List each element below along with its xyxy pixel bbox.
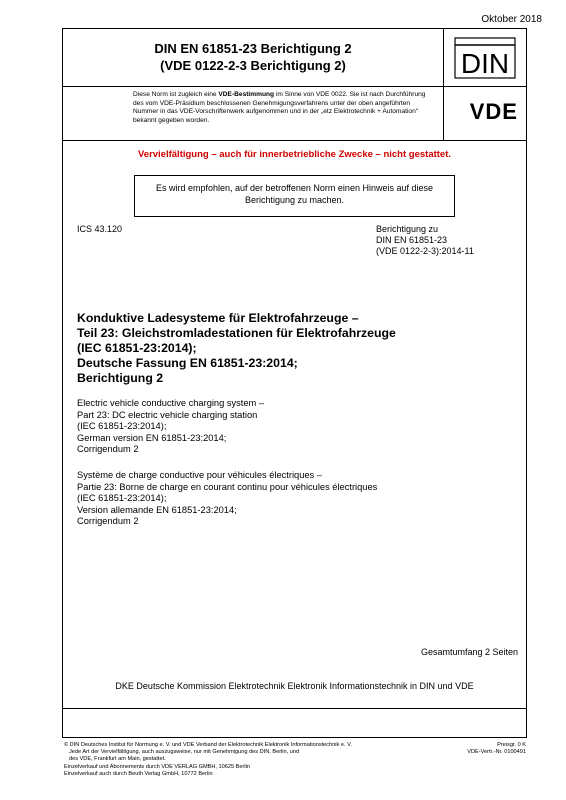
vde-number: (VDE 0122-2-3 Berichtigung 2) [160, 58, 346, 73]
vde-logo: VDE [469, 99, 518, 124]
copy-warning: Vervielfältigung – auch für innerbetriebliche Zwecke – nicht gestattet. [137, 149, 452, 160]
hint-box: Es wird empfohlen, auf der betroffenen Norm einen Hinweis auf diese Berichtigung zu machen. [134, 175, 455, 217]
ics-code: ICS 43.120 [77, 224, 123, 234]
standard-number: DIN EN 61851-23 Berichtigung 2 [154, 41, 352, 56]
bottom-divider [63, 708, 526, 709]
vde-note: Diese Norm ist zugleich eine VDE-Bestimmung im Sinne von VDE 0022. Sie ist nach Durchführung des vom VDE-Präsidium beschlossenen Genehmigungsverfahrens unter der oben angeführten Nummer in das VDE-Vorschriftenwerk aufgenommen und in der „etz Elektrotechnik + Automation“ bekannt gegeben worden. [63, 87, 444, 140]
title-french: Système de charge conductive pour véhicules électriques – Partie 23: Borne de charge en courant continu pour véhicules électriques (IEC 61851-23:2014); Version allemande EN 61851-23:2014; Corrigendum 2 [77, 470, 378, 526]
din-logo-text: DIN [460, 48, 510, 79]
price-info: Preisgr. 0 K VDE-Vertr.-Nr. 0100491 [467, 742, 526, 756]
correction-reference: Berichtigung zu DIN EN 61851-23 (VDE 0122-2-3):2014-11 [376, 224, 474, 256]
page-count: Gesamtumfang 2 Seiten [420, 647, 518, 657]
cover-frame [62, 28, 527, 738]
dke-line: DKE Deutsche Kommission Elektrotechnik Elektronik Informationstechnik in DIN und VDE [115, 681, 474, 691]
title-german: Konduktive Ladesysteme für Elektrofahrzeuge – Teil 23: Gleichstromladestationen für Elektrofahrzeuge (IEC 61851-23:2014); Deutsche Fassung EN 61851-23:2014; Berichtigung 2 [77, 311, 396, 385]
standard-title-box [63, 29, 444, 86]
publication-date: Oktober 2018 [481, 14, 542, 25]
title-english: Electric vehicle conductive charging system – Part 23: DC electric vehicle charging station (IEC 61851-23:2014); German version EN 61851-23:2014; Corrigendum 2 [77, 398, 265, 454]
din-logo [454, 37, 516, 79]
copyright-footer: © DIN Deutsches Institut für Normung e. V. und VDE Verband der Elektrotechnik Elektronik Informationstechnik e. V. Jede Art der Vervielfältigung, auch auszugsweise, nur mit Genehmigung des DIN, Berlin, und des VDE, Frankfurt am Main, gestattet. Einzelverkauf und Abonnements durch VDE VERLAG GMBH, 10625 Berlin Einzelverkauf auch durch Beuth Verlag GmbH, 10772 Berlin [64, 742, 352, 777]
header-note-row [63, 87, 526, 141]
header-title-row [63, 29, 526, 87]
